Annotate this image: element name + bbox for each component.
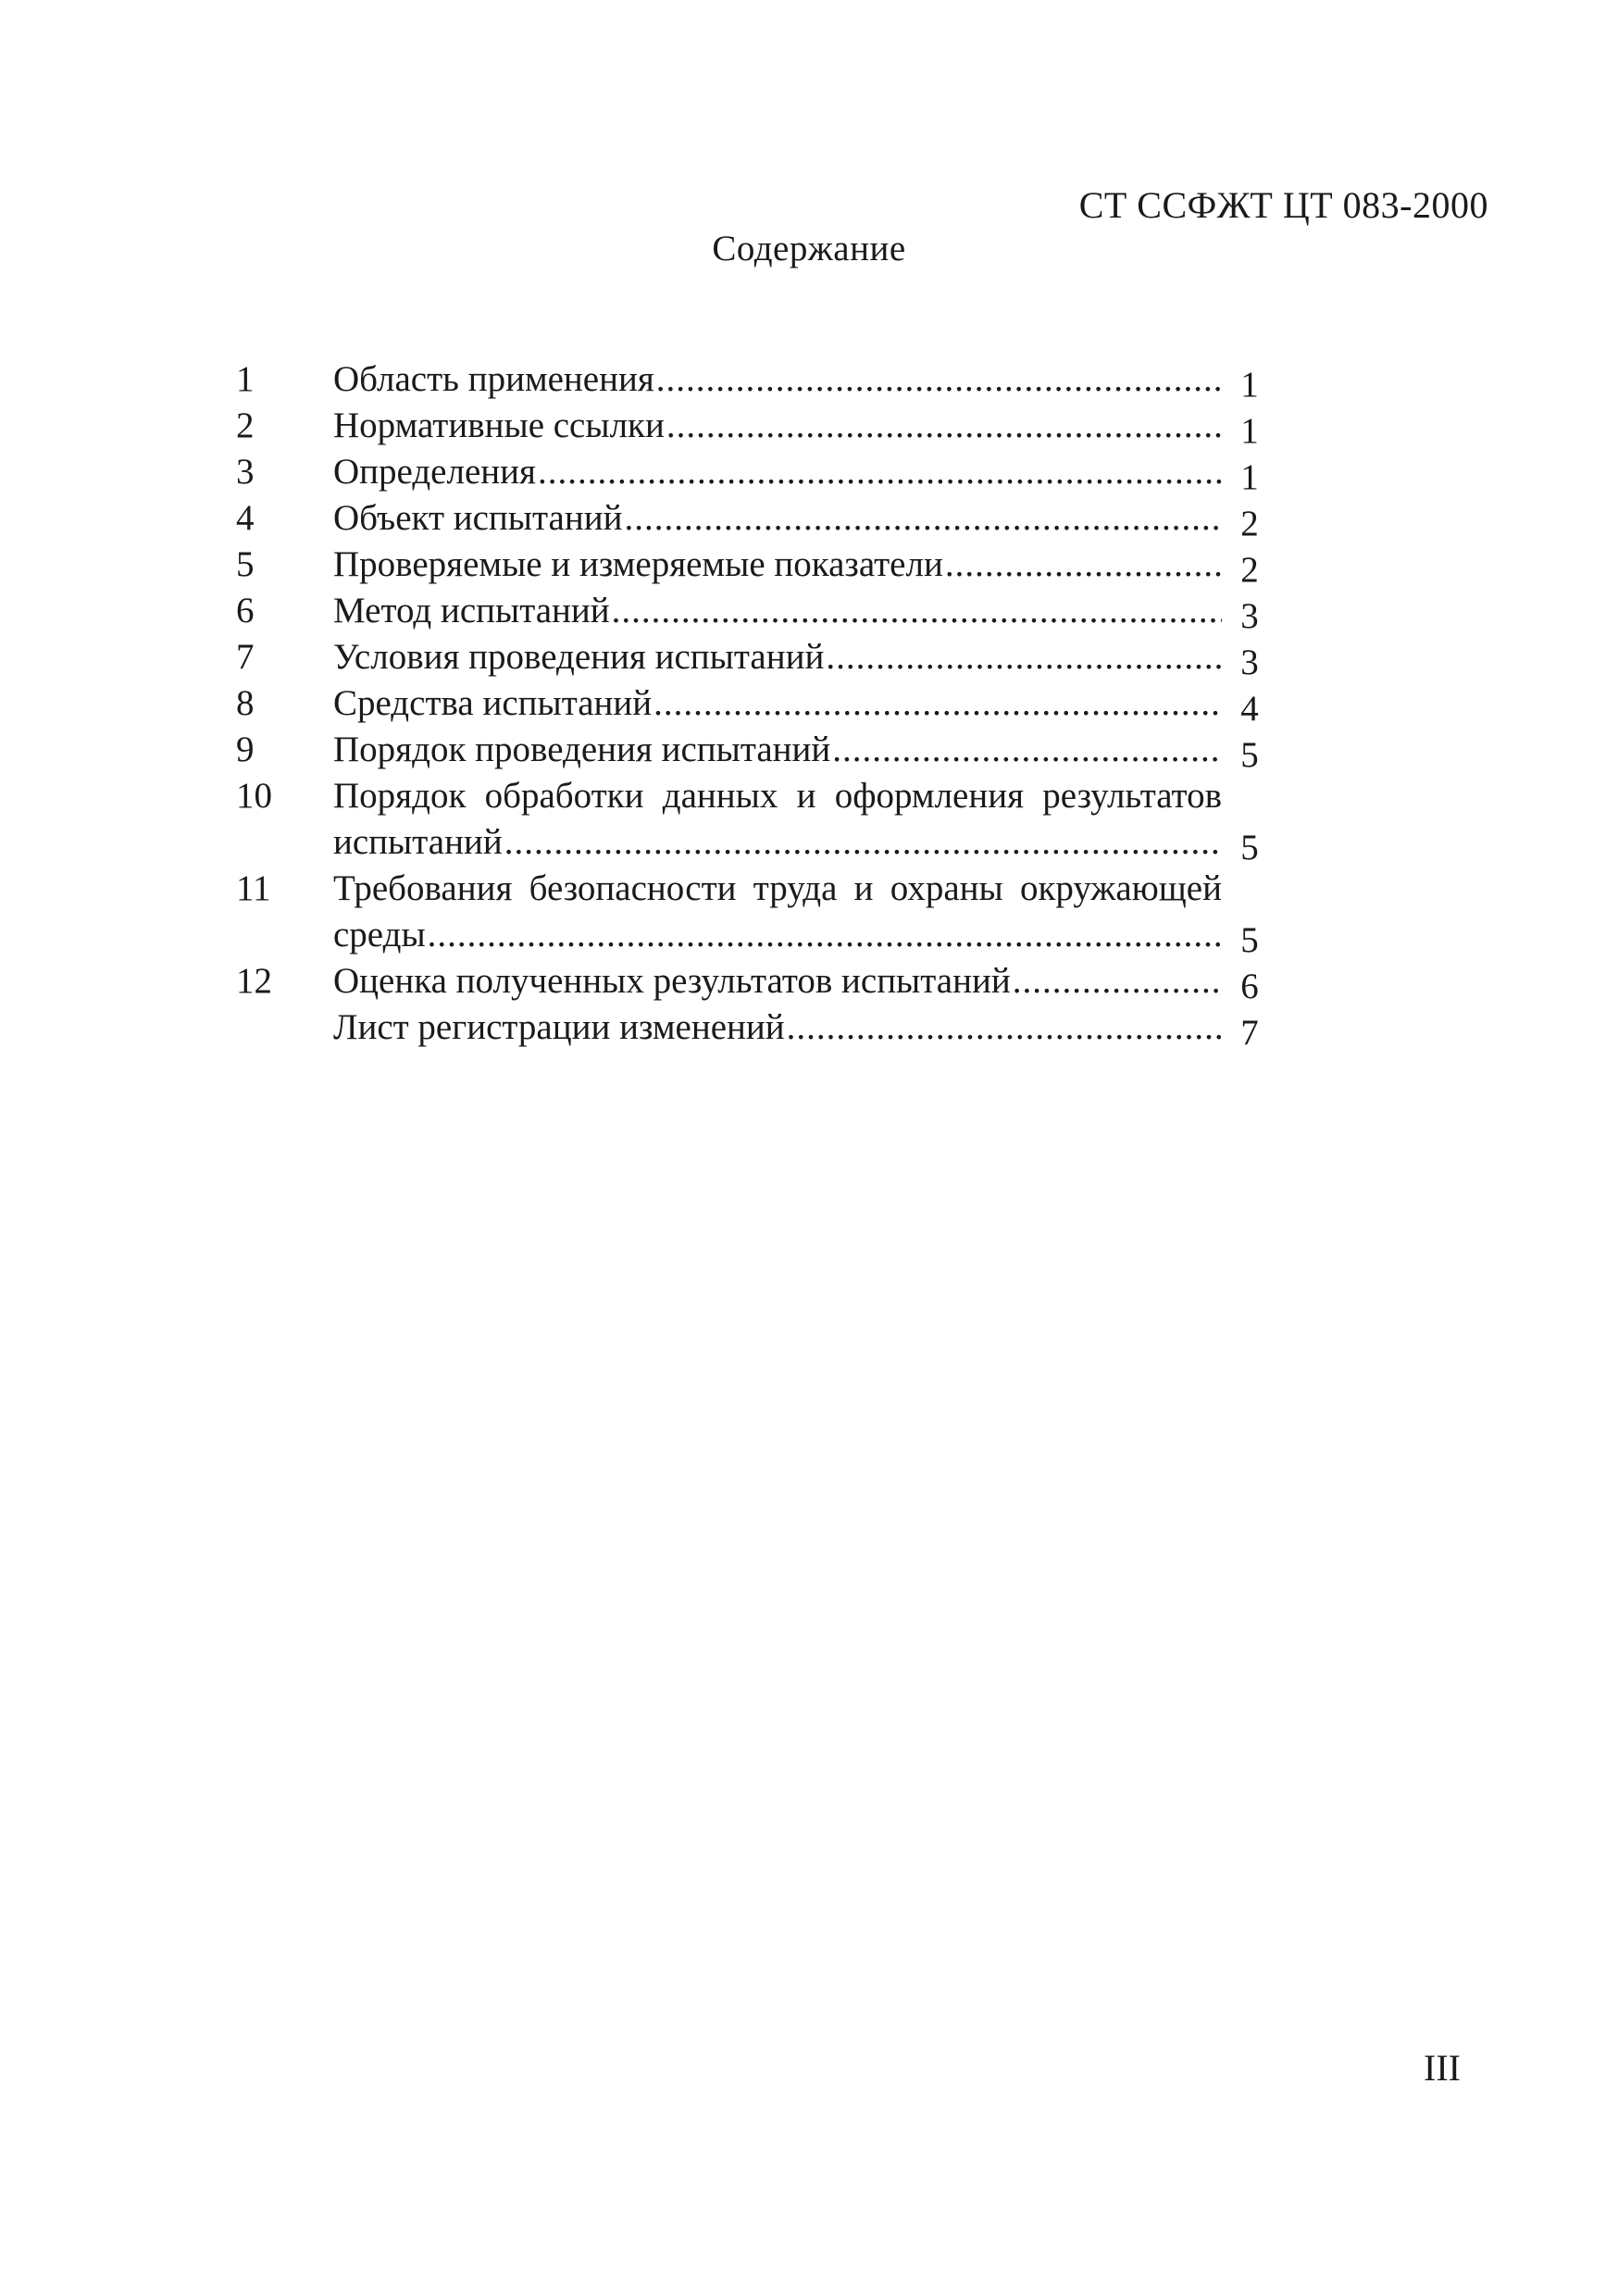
toc-leader-dots <box>826 634 1222 680</box>
toc-entry-number: 2 <box>236 406 255 445</box>
toc-entry-title: Лист регистрации изменений <box>333 1007 785 1047</box>
toc-leader-dots <box>1013 958 1222 1004</box>
toc-leader-dots <box>945 542 1222 588</box>
toc-entry-page: 3 <box>1240 643 1259 682</box>
toc-leader-dots <box>653 680 1222 727</box>
toc-leader-dots <box>504 819 1222 866</box>
toc-entry-title-line2: среды <box>333 915 426 955</box>
toc-entry-number: 5 <box>236 544 255 584</box>
toc-entry-title: Метод испытаний <box>333 591 610 630</box>
page-number: III <box>1424 2047 1461 2089</box>
toc-entry <box>236 958 1347 1004</box>
toc-entry-page: 5 <box>1240 920 1259 960</box>
toc-entry-page: 3 <box>1240 596 1259 636</box>
toc-entry-title: Оценка полученных результатов испытаний <box>333 961 1011 1001</box>
toc-leader-dots <box>666 403 1222 449</box>
toc-entry-number: 11 <box>236 868 271 908</box>
toc-entry-page: 1 <box>1240 365 1259 405</box>
toc-entry <box>236 403 1347 449</box>
toc-entry-title: Объект испытаний <box>333 498 623 538</box>
toc-entry-title-line1: Порядок обработки данных и оформления результатов <box>333 776 1222 816</box>
toc-entry <box>236 495 1347 542</box>
toc-entry-title: Нормативные ссылки <box>333 406 665 445</box>
toc-entry-number: 12 <box>236 961 272 1001</box>
toc-entry <box>236 356 1347 403</box>
toc-entry-page: 5 <box>1240 735 1259 775</box>
toc-leader-dots <box>787 1004 1222 1051</box>
toc-entry-title: Определения <box>333 452 536 492</box>
toc-entry-number: 4 <box>236 498 255 538</box>
toc-entry-title: Средства испытаний <box>333 683 653 723</box>
toc-entry-page: 4 <box>1240 689 1259 729</box>
toc-entry <box>236 1004 1347 1051</box>
toc-entry <box>236 773 1347 866</box>
toc-entry-title: Проверяемые и измеряемые показатели <box>333 544 943 584</box>
toc-leader-dots <box>428 912 1222 958</box>
toc-entry-page: 1 <box>1240 457 1259 497</box>
toc-entry-number: 9 <box>236 730 255 769</box>
toc-entry <box>236 727 1347 773</box>
toc-leader-dots <box>832 727 1222 773</box>
toc-entry-number: 1 <box>236 359 255 399</box>
toc-leader-dots <box>656 356 1222 403</box>
toc-entry-title-line1: Требования безопасности труда и охраны окружающей <box>333 868 1222 908</box>
toc-entry-number: 6 <box>236 591 255 630</box>
toc-entry-title-line2: испытаний <box>333 822 503 862</box>
toc-entry <box>236 634 1347 680</box>
toc-entry-number: 10 <box>236 776 272 816</box>
toc-entry-page: 7 <box>1240 1013 1259 1053</box>
toc-entry-title: Порядок проведения испытаний <box>333 730 831 769</box>
toc-leader-dots <box>538 449 1222 495</box>
toc-entry-title: Область применения <box>333 359 654 399</box>
toc-entry <box>236 449 1347 495</box>
document-code: СТ ССФЖТ ЦТ 083-2000 <box>1078 184 1488 226</box>
toc-leader-dots <box>612 588 1222 634</box>
toc-title: Содержание <box>712 229 906 268</box>
toc-entry-page: 1 <box>1240 411 1259 451</box>
toc-leader-dots <box>624 495 1222 542</box>
toc-entry <box>236 588 1347 634</box>
toc-entry <box>236 866 1347 958</box>
table-of-contents <box>236 356 1347 1051</box>
toc-entry <box>236 542 1347 588</box>
toc-entry-page: 2 <box>1240 504 1259 543</box>
toc-entry-page: 2 <box>1240 550 1259 590</box>
toc-entry-title: Условия проведения испытаний <box>333 637 825 677</box>
toc-entry-number: 3 <box>236 452 255 492</box>
toc-entry <box>236 680 1347 727</box>
toc-entry-number: 8 <box>236 683 255 723</box>
toc-entry-number: 7 <box>236 637 255 677</box>
toc-entry-page: 5 <box>1240 828 1259 867</box>
toc-entry-page: 6 <box>1240 967 1259 1006</box>
